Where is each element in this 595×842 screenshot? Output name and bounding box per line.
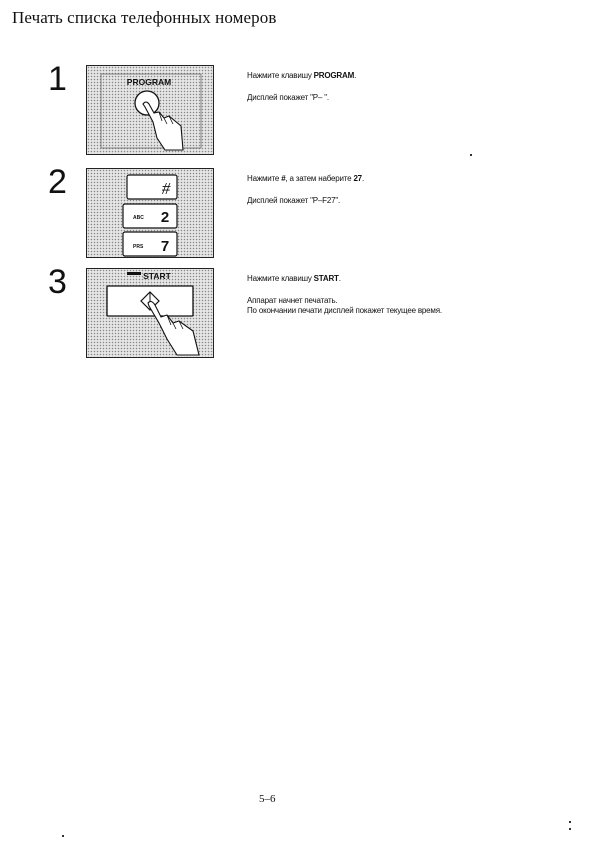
start-key-illustration [86,268,214,358]
instruction-text: , а затем наберите [285,174,354,183]
scan-speck [569,821,571,823]
step-2 [0,165,595,260]
status-text: По окончании печати дисплей покажет текущее время. [247,306,442,315]
hash-key-digit: # [161,179,171,198]
display-text: Дисплей покажет "P–F27". [247,196,341,205]
program-key-press-icon [87,66,214,155]
page-number: 5–6 [259,793,276,805]
instruction-text: Нажмите [247,174,282,183]
step-number: 3 [48,263,67,301]
key-letters: PRS [133,244,144,250]
display-text: Дисплей покажет "P– ". [247,93,329,102]
status-text: Аппарат начнет печатать. [247,296,338,305]
step-3 [0,265,595,360]
key-name: 27 [353,174,362,183]
start-key-press-icon [87,269,214,358]
program-key-label: PROGRAM [126,77,172,87]
key-name: START [313,274,339,283]
step-2-instructions [247,174,577,206]
step-1 [0,62,595,157]
step-number: 2 [48,163,67,201]
instruction-text: Нажмите клавишу [247,274,314,283]
page-title: Печать списка телефонных номеров [12,8,277,27]
key-name: PROGRAM [313,71,355,80]
step-3-instructions [247,274,577,316]
scan-speck [569,828,571,830]
key-digit: 2 [160,209,170,226]
step-1-instructions [247,71,577,103]
step-number: 1 [48,60,67,98]
keypad-illustration [86,168,214,258]
key-name: # [281,174,286,183]
key-letters: ABC [133,215,144,221]
instruction-text: Нажмите клавишу [247,71,314,80]
program-key-illustration [86,65,214,155]
start-key-label: START [143,271,171,281]
instruction-text: . [361,174,364,183]
instruction-text: . [338,274,341,283]
scan-speck [470,154,472,156]
key-digit: 7 [160,238,170,255]
instruction-text: . [354,71,357,80]
keypad-icon [87,169,214,258]
scan-speck [62,835,64,837]
